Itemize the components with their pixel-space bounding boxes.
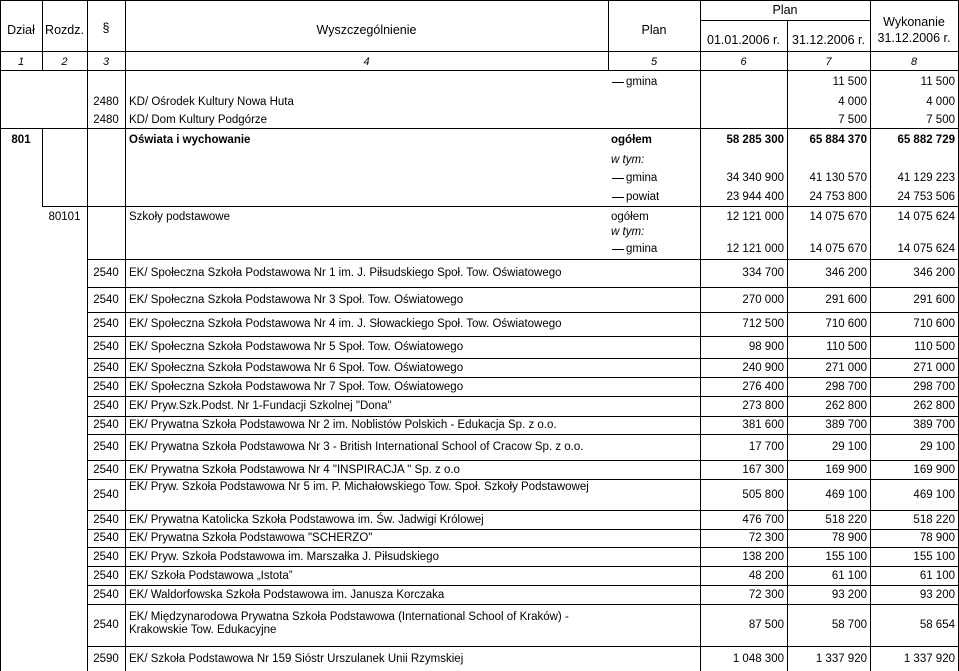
plan-end-value: 271 000: [825, 362, 867, 374]
row-divider: [87, 460, 959, 461]
plan-start-value: 381 600: [742, 419, 784, 431]
paragraph-code: 2540: [93, 532, 119, 544]
dash-mark: [612, 82, 624, 83]
paragraph-code: 2480: [93, 114, 119, 126]
dash-mark: [612, 249, 624, 250]
item-description: EK/ Szkoła Podstawowa Nr 159 Sióstr Urszulanek Unii Rzymskiej: [129, 653, 464, 665]
plan-start-value: 12 121 000: [726, 211, 784, 223]
plan-start-value: 87 500: [748, 619, 784, 631]
plan-end-value: 1 337 920: [815, 653, 867, 665]
plan-start-value: 505 800: [742, 489, 784, 501]
row-divider: [87, 416, 959, 417]
gmina-label: gmina: [626, 172, 658, 184]
execution-value: 262 800: [913, 400, 955, 412]
paragraph-code: 2540: [93, 489, 119, 501]
paragraph-code: 2540: [93, 570, 119, 582]
column-number: 6: [740, 56, 747, 68]
row-divider: [87, 377, 959, 378]
dash-mark: [612, 197, 624, 198]
w-tym-label: w tym:: [611, 226, 645, 238]
plan-end-value: 14 075 670: [809, 243, 867, 255]
gmina-label: gmina: [626, 243, 658, 255]
plan-start-value: 12 121 000: [726, 243, 784, 255]
plan-end-value: 58 700: [831, 619, 867, 631]
plan-start-value: 58 285 300: [726, 134, 784, 146]
execution-value: 291 600: [913, 294, 955, 306]
execution-value: 155 100: [913, 551, 955, 563]
plan-end-value: 29 100: [831, 441, 867, 453]
row-divider: [87, 646, 959, 647]
paragraph-code: 2540: [93, 419, 119, 431]
plan-start-value: 276 400: [742, 381, 784, 393]
execution-value: 29 100: [919, 441, 955, 453]
row-divider: [87, 312, 959, 313]
paragraph-code: 2540: [93, 514, 119, 526]
chapter-name: Szkoły podstawowe: [129, 211, 230, 223]
execution-value: 41 129 223: [897, 172, 955, 184]
item-description: EK/ Międzynarodowa Prywatna Szkoła Podstawowa (International School of Kraków) - Krakowskie Tow. Edukacyjne: [129, 611, 569, 636]
column-divider: [700, 0, 701, 671]
item-description: EK/ Społeczna Szkoła Podstawowa Nr 5 Społ. Tow. Oświatowego: [129, 341, 464, 353]
row-divider: [87, 510, 959, 511]
column-number: 3: [102, 56, 110, 68]
paragraph-code: 2540: [93, 551, 119, 563]
execution-value: 93 200: [919, 589, 955, 601]
row-divider: [87, 396, 959, 397]
powiat-label: powiat: [626, 191, 660, 203]
column-number: 5: [650, 56, 658, 68]
column-divider: [87, 70, 88, 671]
plan-end-value: 298 700: [825, 381, 867, 393]
column-number: 7: [825, 56, 832, 68]
paragraph-code: 2540: [93, 619, 119, 631]
paragraph-code: 2540: [93, 294, 119, 306]
item-description: EK/ Prywatna Szkoła Podstawowa Nr 4 "INSPIRACJA " Sp. z o.o: [129, 464, 460, 476]
paragraph-code: 2540: [93, 589, 119, 601]
row-divider: [87, 604, 959, 605]
paragraph-code: 2540: [93, 381, 119, 393]
execution-value: 271 000: [913, 362, 955, 374]
plan-start-value: 1 048 300: [732, 653, 784, 665]
plan-end-value: 11 500: [832, 76, 867, 88]
plan-start-value: 270 000: [742, 294, 784, 306]
item-description: KD/ Ośrodek Kultury Nowa Huta: [129, 96, 294, 108]
execution-value: 169 900: [913, 464, 955, 476]
plan-end-value: 110 500: [826, 341, 867, 353]
total-label: ogółem: [611, 134, 652, 146]
item-description: EK/ Społeczna Szkoła Podstawowa Nr 1 im. J. Piłsudskiego Społ. Tow. Oświatowego: [129, 267, 562, 279]
plan-start-value: 273 800: [742, 400, 784, 412]
item-description: EK/ Szkoła Podstawowa „Istota”: [129, 570, 293, 582]
paragraph-code: 2480: [93, 96, 119, 108]
plan-start-value: 138 200: [742, 551, 784, 563]
plan-start-value: 167 300: [742, 464, 784, 476]
chapter-number: 80101: [48, 211, 81, 223]
item-description: EK/ Społeczna Szkoła Podstawowa Nr 3 Społ. Tow. Oświatowego: [129, 294, 464, 306]
row-divider: [87, 358, 959, 359]
execution-value: 518 220: [913, 514, 955, 526]
plan-end-value: 4 000: [838, 96, 867, 108]
header-plan-date-end: 31.12.2006 r.: [792, 33, 865, 47]
w-tym-label: w tym:: [611, 154, 645, 166]
item-description: KD/ Dom Kultury Podgórze: [129, 114, 268, 126]
plan-end-value: 14 075 670: [809, 211, 867, 223]
header-plan: Plan: [641, 23, 667, 37]
column-divider: [42, 0, 43, 70]
execution-value: 78 900: [919, 532, 955, 544]
item-description: EK/ Prywatna Katolicka Szkoła Podstawowa im. Św. Jadwigi Królowej: [129, 514, 484, 526]
column-divider: [608, 0, 609, 70]
plan-start-value: 34 340 900: [726, 172, 784, 184]
column-divider: [42, 128, 43, 206]
item-description: EK/ Waldorfowska Szkoła Podstawowa im. Janusza Korczaka: [129, 589, 445, 601]
column-number: 8: [910, 56, 918, 68]
plan-start-value: 98 900: [748, 341, 784, 353]
header-plan-group: Plan: [772, 3, 798, 17]
column-divider: [870, 0, 871, 671]
total-label: ogółem: [611, 211, 649, 223]
paragraph-code: 2540: [93, 318, 119, 330]
plan-end-value: 389 700: [825, 419, 867, 431]
plan-end-value: 155 100: [825, 551, 867, 563]
plan-end-value: 291 600: [825, 294, 867, 306]
paragraph-code: 2540: [93, 267, 119, 279]
row-divider: [0, 0, 959, 1]
item-description: EK/ Prywatna Szkoła Podstawowa "SCHERZO": [129, 532, 373, 544]
plan-end-value: 61 100: [831, 570, 867, 582]
column-divider: [0, 0, 1, 671]
plan-start-value: 72 300: [748, 589, 784, 601]
header-description: Wyszczególnienie: [316, 23, 417, 37]
paragraph-code: 2540: [93, 362, 119, 374]
item-description: EK/ Prywatna Szkoła Podstawowa Nr 3 - British International School of Cracow Sp. z o.o.: [129, 441, 584, 453]
row-divider: [87, 336, 959, 337]
item-description: EK/ Pryw. Szkoła Podstawowa im. Marszałka J. Piłsudskiego: [129, 551, 439, 563]
plan-end-value: 24 753 800: [809, 191, 867, 203]
execution-value: 61 100: [919, 570, 955, 582]
plan-end-value: 41 130 570: [809, 172, 867, 184]
plan-end-value: 7 500: [838, 114, 867, 126]
plan-start-value: 240 900: [742, 362, 784, 374]
plan-end-value: 710 600: [825, 318, 867, 330]
gmina-label: gmina: [626, 76, 658, 88]
item-description: EK/ Pryw. Szkoła Podstawowa Nr 5 im. P. Michałowskiego Tow. Społ. Szkoły Podstawowej: [129, 481, 589, 493]
execution-value: 24 753 506: [897, 191, 955, 203]
execution-value: 14 075 624: [897, 211, 955, 223]
row-divider: [87, 479, 959, 480]
row-divider: [0, 51, 959, 52]
plan-end-value: 169 900: [825, 464, 867, 476]
row-divider: [87, 287, 959, 288]
plan-end-value: 65 884 370: [809, 134, 867, 146]
plan-start-value: 23 944 400: [726, 191, 784, 203]
execution-value: 298 700: [913, 381, 955, 393]
plan-end-value: 78 900: [831, 532, 867, 544]
plan-start-value: 48 200: [748, 570, 784, 582]
plan-start-value: 72 300: [748, 532, 784, 544]
execution-value: 65 882 729: [897, 134, 955, 146]
plan-start-value: 476 700: [742, 514, 784, 526]
execution-value: 346 200: [913, 267, 955, 279]
plan-end-value: 469 100: [825, 489, 867, 501]
paragraph-code: 2590: [93, 653, 119, 665]
plan-start-value: 17 700: [748, 441, 784, 453]
plan-start-value: 712 500: [742, 318, 784, 330]
dash-mark: [612, 178, 624, 179]
plan-start-value: 334 700: [742, 267, 784, 279]
row-divider: [0, 128, 959, 129]
column-divider: [87, 0, 88, 70]
item-description: EK/ Prywatna Szkoła Podstawowa Nr 2 im. Noblistów Polskich - Edukacja Sp. z o.o.: [129, 419, 557, 431]
item-description: EK/ Społeczna Szkoła Podstawowa Nr 6 Społ. Tow. Oświatowego: [129, 362, 464, 374]
execution-value: 14 075 624: [897, 243, 955, 255]
execution-value: 11 500: [920, 76, 955, 88]
column-number: 2: [61, 56, 68, 68]
column-divider: [125, 0, 126, 671]
execution-value: 58 654: [919, 619, 955, 631]
header-paragraph: §: [102, 21, 110, 35]
column-divider: [787, 20, 788, 671]
row-divider: [87, 259, 959, 260]
header-execution-date: 31.12.2006 r.: [877, 31, 951, 45]
row-divider: [87, 529, 959, 530]
execution-value: 469 100: [913, 489, 955, 501]
row-divider: [87, 585, 959, 586]
header-plan-date-start: 01.01.2006 r.: [707, 33, 780, 47]
column-number: 1: [17, 56, 25, 68]
execution-value: 389 700: [913, 419, 955, 431]
plan-end-value: 262 800: [825, 400, 867, 412]
item-description: EK/ Pryw.Szk.Podst. Nr 1-Fundacji Szkolnej "Dona": [129, 400, 392, 412]
execution-value: 7 500: [926, 114, 955, 126]
row-divider: [87, 547, 959, 548]
item-description: EK/ Społeczna Szkoła Podstawowa Nr 7 Społ. Tow. Oświatowego: [129, 381, 464, 393]
section-name: Oświata i wychowanie: [129, 134, 251, 146]
header-rozdz: Rozdz.: [45, 23, 84, 37]
row-divider: [87, 434, 959, 435]
paragraph-code: 2540: [93, 400, 119, 412]
header-dzial: Dział: [7, 23, 35, 37]
plan-end-value: 346 200: [825, 267, 867, 279]
column-number: 4: [363, 56, 370, 68]
row-divider: [42, 206, 959, 207]
section-number: 801: [11, 134, 31, 146]
item-description: EK/ Społeczna Szkoła Podstawowa Nr 4 im. J. Słowackiego Społ. Tow. Oświatowego: [129, 318, 562, 330]
plan-end-value: 518 220: [825, 514, 867, 526]
paragraph-code: 2540: [93, 341, 119, 353]
execution-value: 1 337 920: [903, 653, 955, 665]
row-divider: [87, 566, 959, 567]
execution-value: 4 000: [926, 96, 955, 108]
header-execution: Wykonanie: [883, 15, 945, 29]
paragraph-code: 2540: [93, 441, 119, 453]
plan-end-value: 93 200: [831, 589, 867, 601]
paragraph-code: 2540: [93, 464, 119, 476]
row-divider: [700, 20, 870, 21]
execution-value: 710 600: [913, 318, 955, 330]
execution-value: 110 500: [914, 341, 955, 353]
row-divider: [0, 70, 959, 71]
